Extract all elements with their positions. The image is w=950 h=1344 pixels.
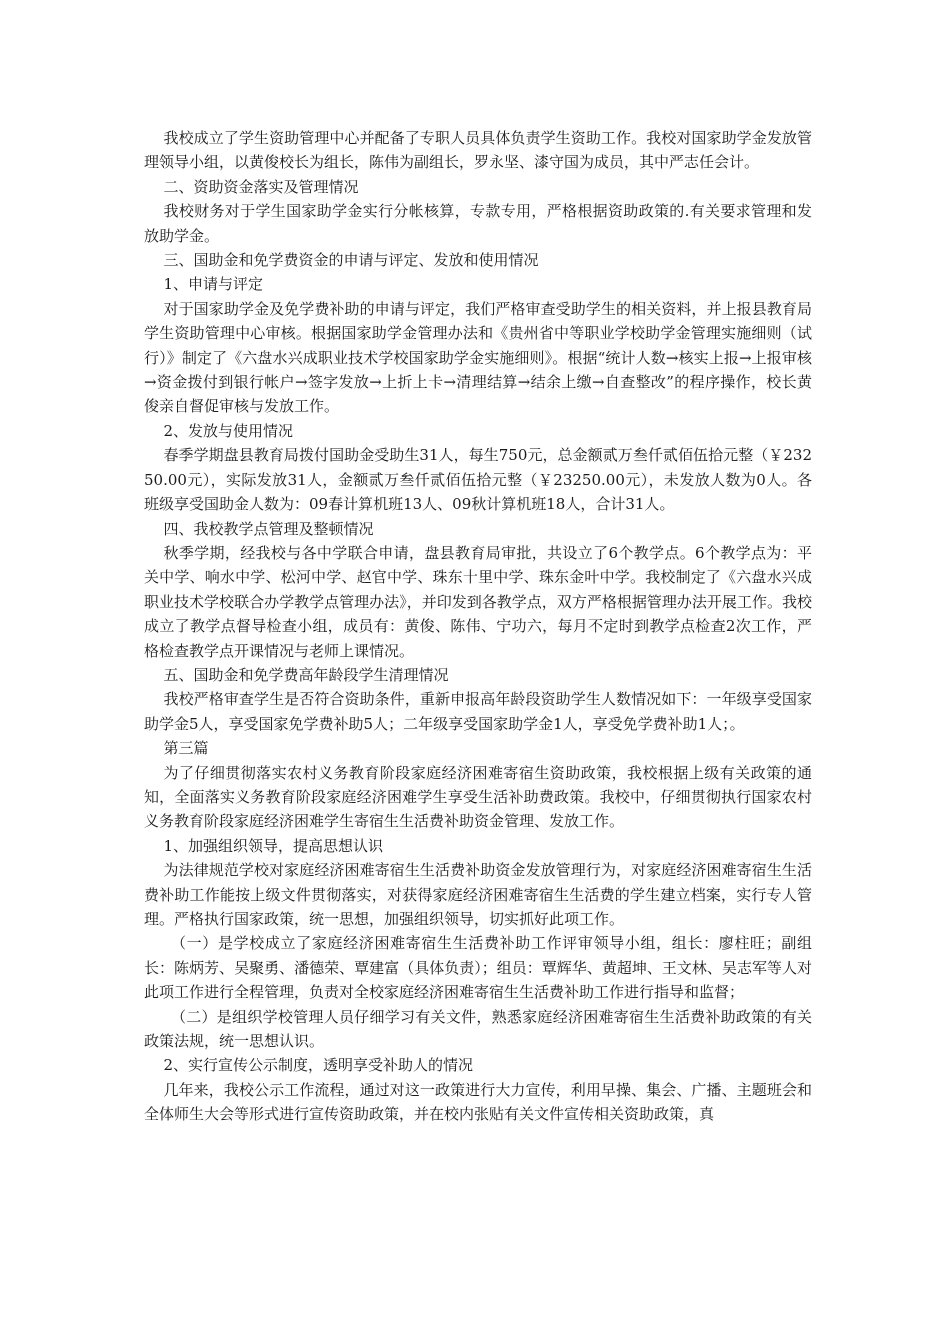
subsection-heading: 1、申请与评定 bbox=[163, 275, 264, 294]
subsection-heading: 2、发放与使用情况 bbox=[163, 421, 294, 440]
paragraph: 我校严格审查学生是否符合资助条件，重新申报高年龄段资助学生人数情况如下：一年级享受国家助学金5人，享受国家免学费补助5人；二年级享受国家助学金1人，享受免学费补助1人；。 bbox=[144, 690, 812, 733]
paragraph: 对于国家助学金及免学费补助的申请与评定，我们严格审查受助学生的相关资料，并上报县教育局学生资助管理中心审核。根据国家助学金管理办法和《贵州省中等职业学校助学金管理实施细则（试行）》制定了《六盘水兴成职业技术学校国家助学金实施细则》。根据“统计人数→核实上报→上报审核→资金拨付到银行帐户→签字发放→上折上卡→清理结算→结余上缴→自查整改”的程序操作，校长黄俊亲自督促审核与发放工作。 bbox=[144, 299, 812, 416]
paragraph: 我校成立了学生资助管理中心并配备了专职人员具体负责学生资助工作。我校对国家助学金发放管理领导小组，以黄俊校长为组长，陈伟为副组长，罗永坚、漆守国为成员，其中严志任会计。 bbox=[144, 129, 812, 172]
part-heading: 第三篇 bbox=[163, 739, 209, 758]
document-body bbox=[144, 126, 812, 1127]
section-heading: 二、资助资金落实及管理情况 bbox=[163, 177, 359, 196]
paragraph: 为法律规范学校对家庭经济困难寄宿生生活费补助资金发放管理行为，对家庭经济困难寄宿生生活费补助工作能按上级文件贯彻落实，对获得家庭经济困难寄宿生生活费的学生建立档案，实行专人管理。严格执行国家政策，统一思想，加强组织领导，切实抓好此项工作。 bbox=[144, 861, 812, 928]
numbered-paragraph: （一）是学校成立了家庭经济困难寄宿生生活费补助工作评审领导小组，组长：廖柱旺；副组长：陈炳芳、吴聚勇、潘德荣、覃建富（具体负责）；组员：覃辉华、黄超坤、王文林、吴志军等人对此项工作进行全程管理，负责对全校家庭经济困难寄宿生生活费补助工作进行指导和监督； bbox=[144, 934, 812, 1002]
paragraph: 春季学期盘县教育局拨付国助金受助生31人，每生750元，总金额贰万叁仟贰佰伍拾元整（￥23250.00元），实际发放31人，金额贰万叁仟贰佰伍拾元整（￥23250.00元），未发放人数为0人。各班级享受国助金人数为：09春计算机班13人、09秋计算机班18人，合计31人。 bbox=[144, 446, 812, 514]
paragraph: 几年来，我校公示工作流程，通过对这一政策进行大力宣传，利用早操、集会、广播、主题班会和全体师生大会等形式进行宣传资助政策，并在校内张贴有关文件宣传相关资助政策，真 bbox=[144, 1080, 812, 1124]
section-heading: 四、我校教学点管理及整顿情况 bbox=[163, 519, 374, 538]
paragraph: 为了仔细贯彻落实农村义务教育阶段家庭经济困难寄宿生资助政策，我校根据上级有关政策的通知，全面落实义务教育阶段家庭经济困难学生享受生活补助费政策。我校中，仔细贯彻执行国家农村义务教育阶段家庭经济困难学生寄宿生生活费补助资金管理、发放工作。 bbox=[144, 763, 812, 831]
paragraph: 秋季学期，经我校与各中学联合申请，盘县教育局审批，共设立了6个教学点。6个教学点为：平关中学、响水中学、松河中学、赵官中学、珠东十里中学、珠东金叶中学。我校制定了《六盘水兴成职业技术学校联合办学教学点管理办法》，并印发到各教学点，双方严格根据管理办法开展工作。我校成立了教学点督导检查小组，成员有：黄俊、陈伟、宁功六，每月不定时到教学点检查2次工作，严格检查教学点开课情况与老师上课情况。 bbox=[144, 543, 812, 660]
paragraph: 我校财务对于学生国家助学金实行分帐核算，专款专用，严格根据资助政策的.有关要求管理和发放助学金。 bbox=[144, 202, 812, 245]
section-heading: 三、国助金和免学费资金的申请与评定、发放和使用情况 bbox=[163, 251, 539, 270]
subsection-heading: 1、加强组织领导，提高思想认识 bbox=[163, 836, 384, 855]
section-heading: 五、国助金和免学费高年龄段学生清理情况 bbox=[163, 665, 449, 684]
subsection-heading: 2、实行宣传公示制度，透明享受补助人的情况 bbox=[163, 1056, 474, 1075]
numbered-paragraph: （二）是组织学校管理人员仔细学习有关文件，熟悉家庭经济困难寄宿生生活费补助政策的有关政策法规，统一思想认识。 bbox=[144, 1007, 812, 1051]
